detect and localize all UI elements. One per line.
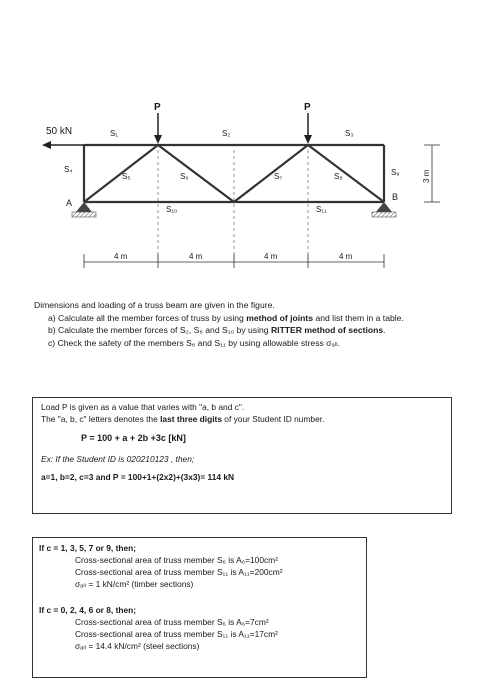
support-a bbox=[72, 202, 96, 217]
label-span-3: 4 m bbox=[264, 252, 278, 261]
load-arrow-p2 bbox=[304, 113, 312, 144]
load-label-p2: P bbox=[304, 102, 311, 113]
odd-c-line-3: σₐₗₗ = 1 kN/cm² (timber sections) bbox=[75, 579, 194, 589]
load-line-2: The "a, b, c" letters denotes the last three digits of your Student ID number. bbox=[41, 414, 325, 424]
load-example-result: a=1, b=2, c=3 and P = 100+1+(2x2)+(3x3)= 114 kN bbox=[41, 472, 235, 482]
load-arrow-p1 bbox=[154, 113, 162, 144]
odd-c-line-1: Cross-sectional area of truss member S₆ is A₆=100cm² bbox=[75, 555, 278, 565]
member-s7 bbox=[234, 145, 308, 202]
label-span-2: 4 m bbox=[189, 252, 203, 261]
label-span-4: 4 m bbox=[339, 252, 353, 261]
label-s10: S₁₀ bbox=[166, 205, 178, 214]
even-c-header: If c = 0, 2, 4, 6 or 8, then; bbox=[39, 605, 137, 615]
questions-block bbox=[34, 299, 474, 349]
label-s3: S₃ bbox=[345, 129, 354, 138]
load-info-box bbox=[32, 397, 452, 514]
label-s8: S₈ bbox=[334, 172, 343, 181]
label-s5: S₅ bbox=[122, 172, 131, 181]
question-b: b) Calculate the member forces of S₂, S₆ and S₁₀ by using RITTER method of sections. bbox=[48, 325, 386, 335]
load-label-p1: P bbox=[154, 102, 161, 113]
label-span-1: 4 m bbox=[114, 252, 128, 261]
label-s9: S₉ bbox=[391, 168, 400, 177]
dashed-guides bbox=[158, 150, 308, 260]
question-c: c) Check the safety of the members S₆ and S₁₁ by using allowable stress σₐₗₗ. bbox=[48, 337, 340, 348]
label-s11: S₁₁ bbox=[316, 205, 327, 214]
label-s7: S₇ bbox=[274, 172, 283, 181]
label-s6: S₆ bbox=[180, 172, 189, 181]
support-b bbox=[372, 202, 396, 217]
load-label-50kn: 50 kN bbox=[46, 126, 73, 137]
even-c-line-3: σₐₗₗ = 14.4 kN/cm² (steel sections) bbox=[75, 641, 200, 651]
load-formula: P = 100 + a + 2b +3c [kN] bbox=[81, 433, 186, 443]
even-c-line-2: Cross-sectional area of truss member S₁₁ is A₁₁=17cm² bbox=[75, 629, 278, 639]
load-line-1: Load P is given as a value that varies with "a, b and c". bbox=[41, 402, 245, 412]
truss-diagram bbox=[0, 0, 495, 290]
question-intro: Dimensions and loading of a truss beam are given in the figure. bbox=[34, 300, 275, 310]
load-arrow-horizontal bbox=[42, 141, 84, 149]
member-s6 bbox=[158, 145, 234, 202]
label-support-a: A bbox=[66, 198, 73, 208]
label-support-b: B bbox=[392, 192, 399, 202]
even-c-line-1: Cross-sectional area of truss member S₆ is A₆=7cm² bbox=[75, 617, 269, 627]
member-s8 bbox=[308, 145, 384, 202]
load-example: Ex: If the Student ID is 020210123 , then; bbox=[41, 454, 195, 464]
odd-c-line-2: Cross-sectional area of truss member S₁₁ is A₁₁=200cm² bbox=[75, 567, 283, 577]
question-a: a) Calculate all the member forces of truss by using method of joints and list them in a table. bbox=[48, 312, 404, 323]
odd-c-header: If c = 1, 3, 5, 7 or 9, then; bbox=[39, 543, 137, 553]
label-height-3m: 3 m bbox=[422, 169, 431, 183]
cross-section-box bbox=[32, 537, 367, 678]
label-s4: S₄ bbox=[64, 165, 73, 174]
label-s2: S₂ bbox=[222, 129, 231, 138]
label-s1: S₁ bbox=[110, 129, 119, 138]
member-s5 bbox=[84, 145, 158, 202]
